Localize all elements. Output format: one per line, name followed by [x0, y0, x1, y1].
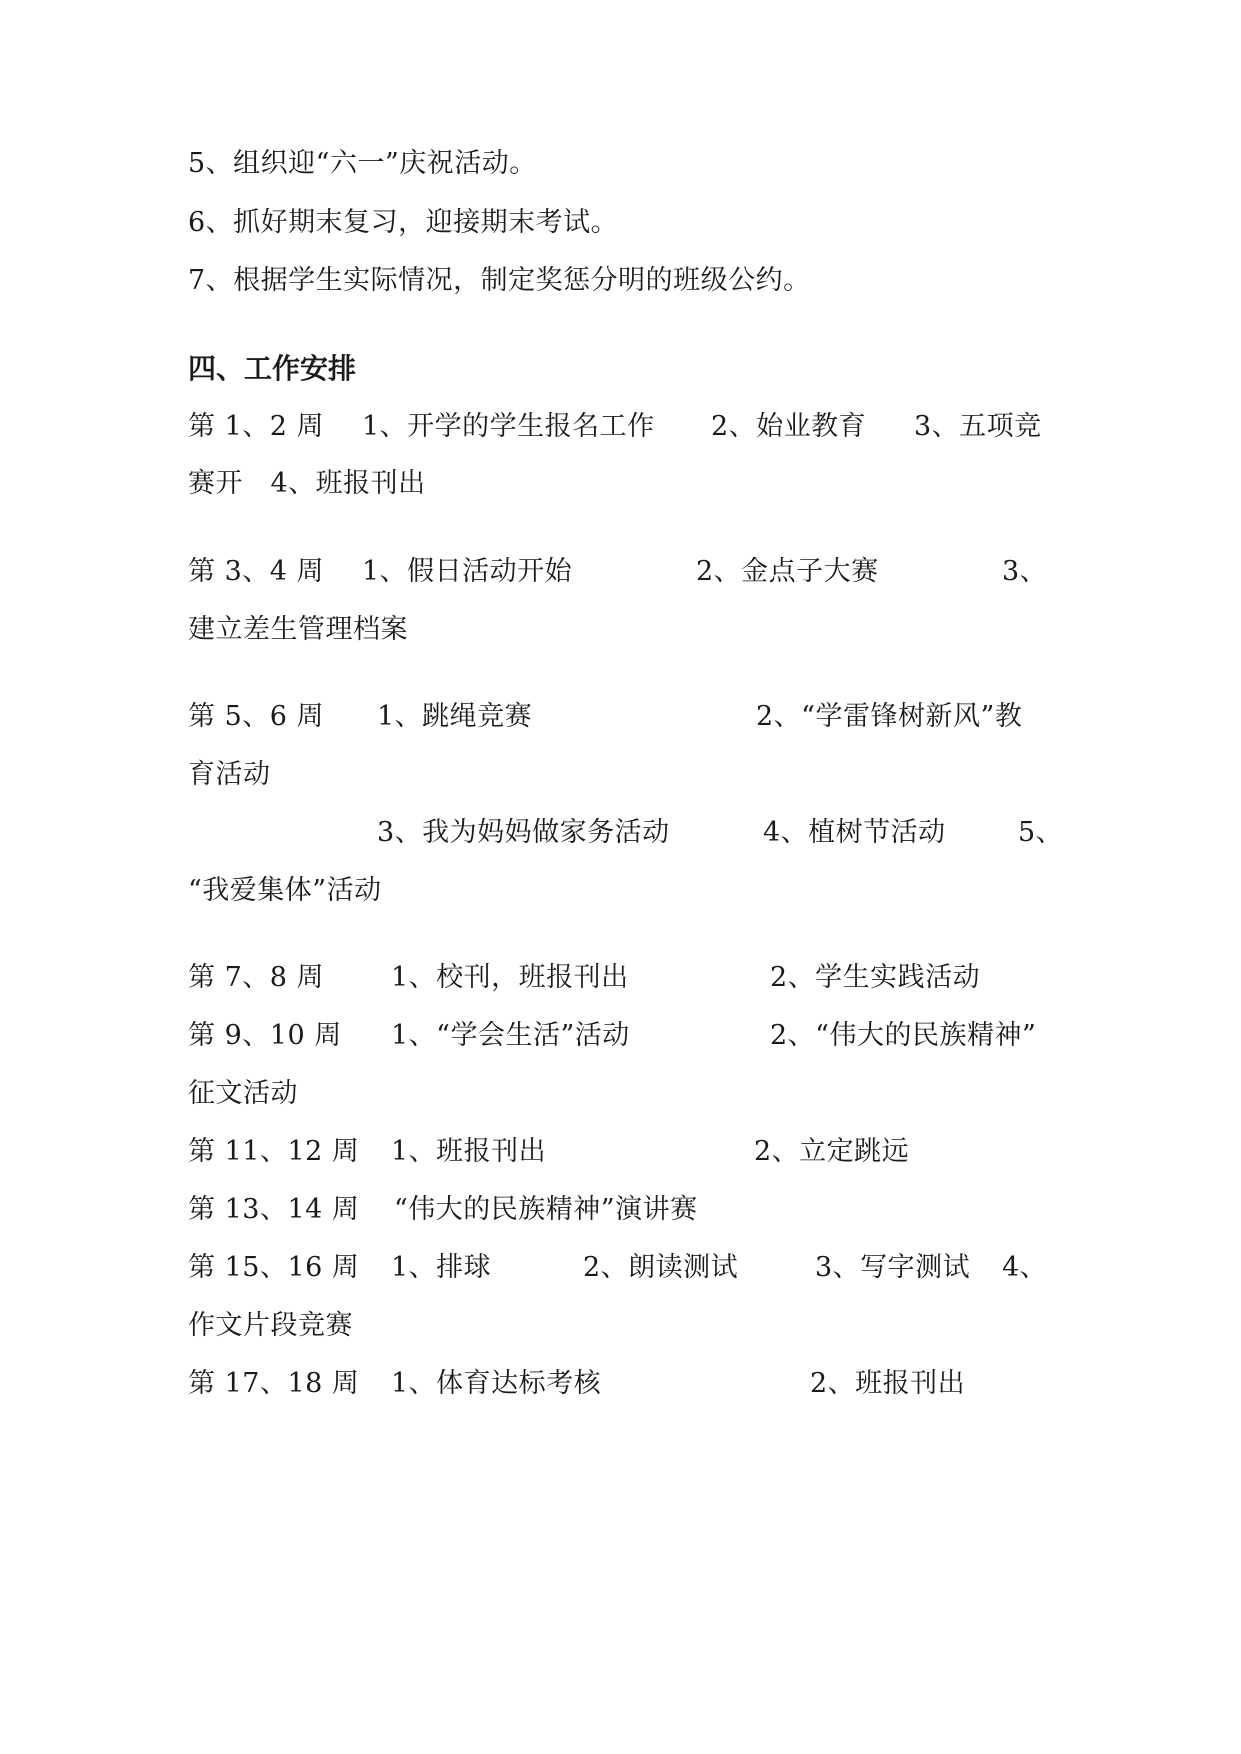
schedule-continuation: 建立差生管理档案	[188, 614, 408, 645]
schedule-item: 1、班报刊出	[391, 1136, 547, 1167]
week-label: 第 7、8 周	[188, 962, 325, 993]
schedule-continuation: 作文片段竞赛	[188, 1310, 353, 1341]
week-label: 第 5、6 周	[188, 701, 325, 732]
week-label: 第 13、14 周	[188, 1194, 360, 1225]
schedule-continuation: 育活动	[188, 759, 271, 790]
schedule-item: “伟大的民族精神”演讲赛	[394, 1194, 698, 1225]
schedule-item: 1、体育达标考核	[391, 1368, 602, 1399]
schedule-item: 3、我为妈妈做家务活动	[377, 817, 670, 848]
schedule-item: 1、假日活动开始	[362, 556, 573, 587]
schedule-item: 1、排球	[391, 1252, 492, 1283]
schedule-item: 1、开学的学生报名工作	[362, 411, 655, 442]
list-item-5: 5、组织迎“六一”庆祝活动。	[188, 148, 537, 179]
schedule-item: 4、植树节活动	[763, 817, 946, 848]
schedule-item: 3、	[1002, 556, 1048, 587]
section-heading: 四、工作安排	[188, 352, 357, 385]
list-item-6: 6、抓好期末复习，迎接期末考试。	[188, 207, 619, 238]
schedule-item: 2、金点子大赛	[696, 556, 879, 587]
schedule-item: 1、跳绳竞赛	[377, 701, 533, 732]
week-label: 第 9、10 周	[188, 1020, 342, 1051]
schedule-item: 2、立定跳远	[754, 1136, 910, 1167]
schedule-item: 2、班报刊出	[810, 1368, 966, 1399]
schedule-item: 4、	[1002, 1252, 1048, 1283]
schedule-continuation: 赛开 4、班报刊出	[188, 468, 426, 499]
schedule-item: 3、五项竞	[914, 411, 1042, 442]
week-label: 第 3、4 周	[188, 556, 325, 587]
schedule-continuation: 征文活动	[188, 1078, 298, 1109]
week-label: 第 11、12 周	[188, 1136, 360, 1167]
schedule-item: 1、校刊，班报刊出	[391, 962, 629, 993]
schedule-item: 2、学生实践活动	[770, 962, 981, 993]
week-label: 第 15、16 周	[188, 1252, 360, 1283]
schedule-item: 2、“学雷锋树新风”教	[756, 701, 1023, 732]
list-item-7: 7、根据学生实际情况，制定奖惩分明的班级公约。	[188, 265, 811, 296]
schedule-item: 1、“学会生活”活动	[391, 1020, 630, 1051]
schedule-item: 2、“伟大的民族精神”	[770, 1020, 1037, 1051]
schedule-item: 2、朗读测试	[583, 1252, 739, 1283]
schedule-item: 5、	[1018, 817, 1064, 848]
schedule-item: 3、写字测试	[815, 1252, 971, 1283]
week-label: 第 1、2 周	[188, 411, 325, 442]
schedule-item: 2、始业教育	[711, 411, 867, 442]
week-label: 第 17、18 周	[188, 1368, 360, 1399]
schedule-continuation: “我爱集体”活动	[188, 875, 382, 906]
